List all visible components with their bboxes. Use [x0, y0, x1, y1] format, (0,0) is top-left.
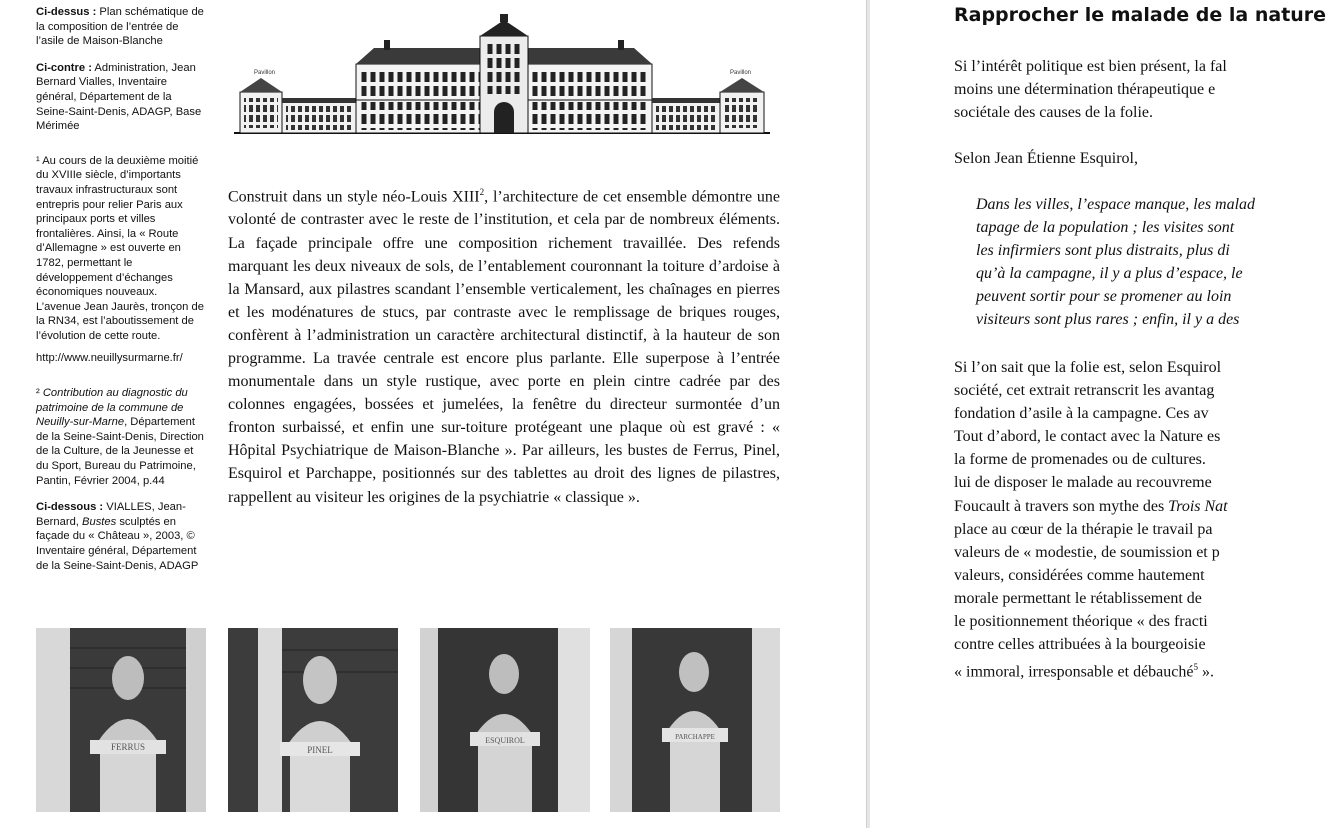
footnote-text: , Département de la Seine-Saint-Denis, Direction de la Culture, de la Jeunesse et du Sport, Bureau du Patrimoine, Pantin, Février 2004, p.44 [36, 416, 204, 487]
text-line: Si l’on sait que la folie est, selon Esquirol [954, 359, 1222, 376]
text-segment: ». [1197, 663, 1214, 681]
caption-label: Ci-contre : [36, 61, 92, 74]
body-text: , l’architecture de cet ensemble démontre une volonté de contraster avec le reste de l’institution, et cela par de nombreux éléments. La façade principale offre une composition richement travaillée. Des refends marquant les deux niveaux de sols, de l’entablement couronnant la toiture d’ardoise à la Mansard, aux pilastres scandant l’ensemble verticalement, les chaînages en pierres et les modénatures de stucs, par contraste avec le remplissage de briques rouges, confèrent à l’administration un caractère architectural distinctif, à la hauteur de son programme. La travée centrale est encore plus parlante. Elle superpose à l’entrée monumentale dans un style rustique, avec porte en plein cintre cadrée par des colonnes engagées, bossées et jumelées, la fenêtre du directeur surmontée d’un fronton surbaissé, et enfin une sur-toiture protégeant une plaque où est gravé : « Hôpital Psychiatrique de Maison-Blanche ». Par ailleurs, les bustes de Ferrus, Pinel, Esquirol et Parchappe, positionnés sur des tablettes au droit des lignes de pilastres, rappellent au visiteur les origines de la psychiatrie « classique ». [228, 188, 781, 506]
footnote-2 [36, 386, 204, 488]
bust-photo-esquirol [420, 628, 590, 812]
quote-line: visiteurs sont plus rares ; enfin, il y a des [976, 311, 1240, 329]
caption-facing [36, 61, 204, 134]
quote-line: les infirmiers sont plus distraits, plus di [976, 242, 1230, 260]
text-line: le positionnement théorique « des fracti [954, 613, 1208, 631]
bust-label: PARCHAPPE [675, 733, 715, 741]
text-segment: Foucault à travers son mythe des [954, 497, 1169, 515]
caption-below-busts [36, 500, 204, 573]
caption-label: Ci-dessus : [36, 6, 97, 18]
facade-label-left: Pavillon [254, 70, 276, 76]
facade-elevation-drawing [234, 14, 770, 138]
quote-block [976, 193, 1302, 332]
paragraph-3 [954, 356, 1280, 684]
facade-svg [234, 14, 770, 138]
right-page [870, 0, 1326, 828]
bust-photo-pinel [228, 628, 398, 812]
caption-label: Ci-dessous : [36, 501, 104, 514]
bust-photo-parchappe [610, 628, 780, 812]
text-line: valeurs, considérées comme hautement [954, 566, 1205, 584]
caption-text: Administration, Jean Bernard Vialles, Inventaire général, Département de la Seine-Saint-Denis, ADAGP, Base Mérimée [36, 61, 202, 133]
quote-line: tapage de la population ; les visites sont [976, 219, 1235, 237]
caption-text: sculptés en façade du « Château », 2003, © Inventaire général, Département de la Seine-Saint-Denis, ADAGP [36, 515, 199, 572]
text-line: lui de disposer le malade au recouvreme [954, 474, 1212, 492]
footnote-1: ¹ Au cours de la deuxième moitié du XVIIIe siècle, d’importants travaux infrastructuraux sont entrepris pour relier Paris aux principaux ports et villes frontalières. Ainsi, la « Route d’Allemagne » est ouverte en 1782, permettant le développement d’échanges économiques nouveaux. L’avenue Jean Jaurès, tronçon de la RN34, est l’aboutissement de l’évolution de cette route. [36, 154, 204, 342]
footnote-ref: 5 [1193, 662, 1198, 673]
text-line: morale permettant le rétablissement de [954, 589, 1202, 607]
text-line: la forme de promenades ou de cultures. [954, 451, 1206, 469]
text-line [954, 656, 1280, 683]
body-text: Construit dans un style néo-Louis XIII [228, 188, 480, 206]
text-line: moins une détermination thérapeutique e [954, 81, 1216, 99]
body-paragraph [228, 181, 780, 509]
caption-title: Bustes [82, 515, 117, 528]
text-line: société, cet extrait retranscrit les avantag [954, 382, 1215, 400]
quote-line: peuvent sortir pour se promener au loin [976, 288, 1232, 306]
quote-line: qu’à la campagne, il y a plus d’espace, le [976, 265, 1243, 283]
section-title: Rapprocher le malade de la nature [954, 4, 1326, 26]
facade-label-right: Pavillon [730, 70, 752, 76]
quote-line: Dans les villes, l’espace manque, les malad [976, 196, 1256, 213]
bust-photo-ferrus [36, 628, 206, 812]
footnote-ref: 2 [479, 187, 485, 197]
text-line [954, 495, 1280, 518]
paragraph-1 [954, 55, 1280, 124]
text-line: contre celles attribuées à la bourgeoisie [954, 636, 1206, 654]
footnote-title: Contribution au diagnostic du patrimoine de la commune de Neuilly-sur-Marne [36, 387, 188, 429]
caption-text: Plan schématique de la composition de l’entrée de l’asile de Maison-Blanche [36, 6, 204, 48]
text-line: Tout d’abord, le contact avec la Nature es [954, 428, 1221, 446]
text-line: sociétale des causes de la folie. [954, 104, 1154, 122]
text-line: place au cœur de la thérapie le travail pa [954, 520, 1213, 538]
bust-label: ESQUIROL [485, 736, 525, 745]
bust-label: PINEL [307, 745, 333, 755]
text-segment: « immoral, irresponsable et débauché [954, 663, 1194, 681]
caption-text: VIALLES, Jean-Bernard, [36, 501, 186, 528]
text-line: Si l’intérêt politique est bien présent, la fal [954, 58, 1227, 75]
text-line: valeurs de « modestie, de soumission et p [954, 543, 1220, 561]
book-title: Trois Nat [1168, 497, 1228, 515]
bust-label: FERRUS [110, 742, 146, 752]
footnote-1-url[interactable]: http://www.neuillysurmarne.fr/ [36, 352, 183, 365]
caption-above-plan [36, 5, 204, 49]
paragraph-2: Selon Jean Étienne Esquirol, [954, 150, 1138, 167]
caption-column [36, 5, 204, 585]
footnote-number: ² [36, 387, 43, 400]
text-line: fondation d’asile à la campagne. Ces av [954, 405, 1209, 423]
